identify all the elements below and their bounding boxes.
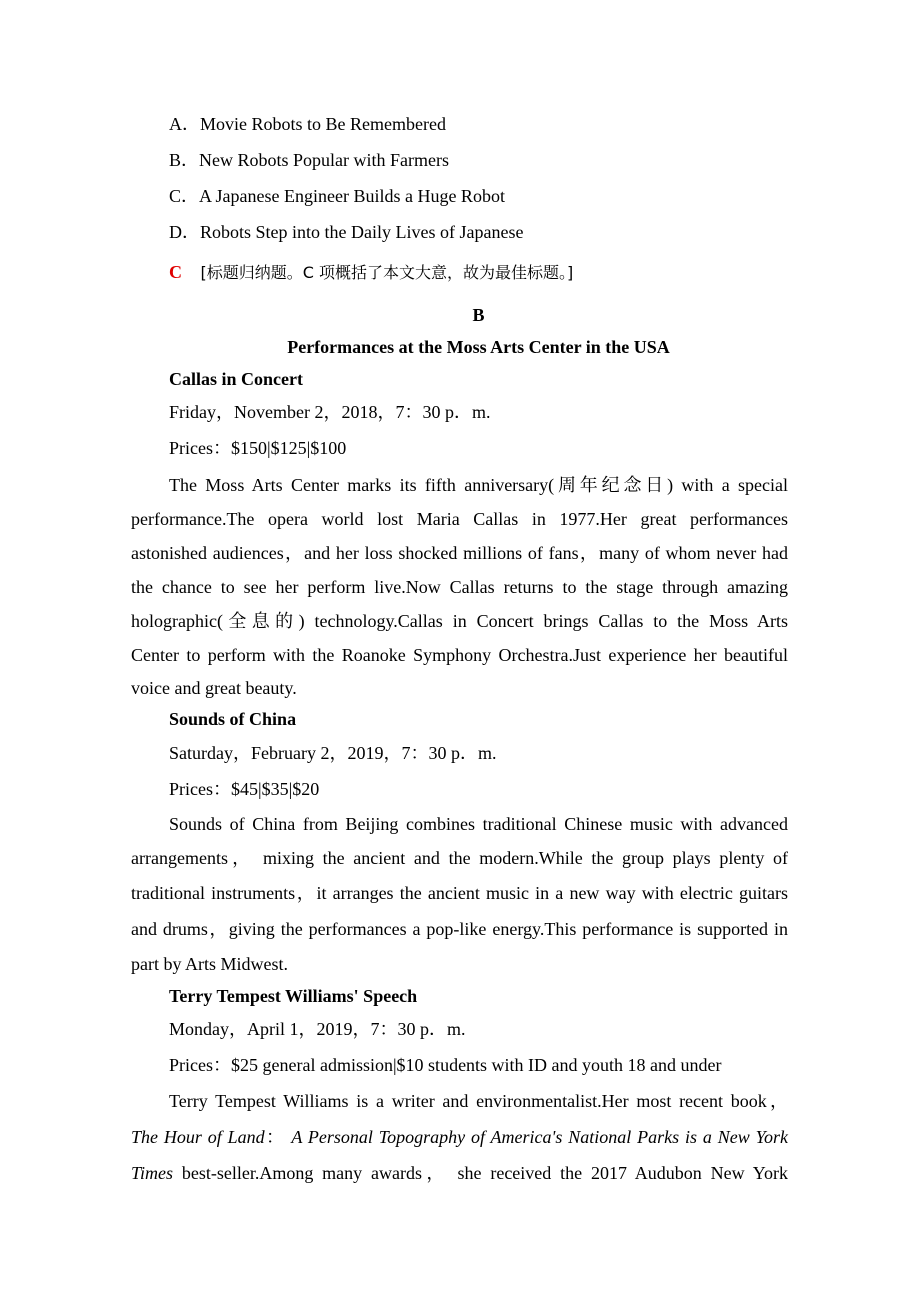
book-title: The Hour of Land xyxy=(131,1127,265,1147)
paragraph-line xyxy=(131,1125,788,1149)
answer-letter: C xyxy=(169,262,182,282)
option-b: B．New Robots Popular with Farmers xyxy=(169,150,449,170)
paragraph-line: traditional instruments，it arranges the ancient music in a new way with electric guitars xyxy=(131,883,788,903)
page-title: Performances at the Moss Arts Center in the USA xyxy=(287,337,670,357)
event-date: Friday，November 2，2018，7：30 p．m. xyxy=(169,402,491,422)
paragraph-line: the chance to see her perform live.Now Callas returns to the stage through amazing xyxy=(131,577,788,597)
book-subtitle: A Personal Topography of America's National Parks is a New York xyxy=(291,1127,789,1147)
paragraph-line: holographic(全息的) technology.Callas in Concert brings Callas to the Moss Arts xyxy=(131,611,788,631)
event-date: Saturday，February 2，2019，7：30 p．m. xyxy=(169,743,497,763)
event-name: Callas in Concert xyxy=(169,369,303,389)
event-prices: Prices：$25 general admission|$10 students with ID and youth 18 and under xyxy=(169,1055,722,1075)
paragraph-line: Terry Tempest Williams is a writer and environmentalist.Her most recent book， xyxy=(169,1091,788,1111)
answer-line xyxy=(169,260,788,284)
paragraph-line: Sounds of China from Beijing combines traditional Chinese music with advanced xyxy=(169,814,788,834)
paragraph-line: Center to perform with the Roanoke Symphony Orchestra.Just experience her beautiful xyxy=(131,645,788,665)
event-date: Monday，April 1，2019，7：30 p．m. xyxy=(169,1019,466,1039)
paragraph-line: astonished audiences，and her loss shocked millions of fans，many of whom never had xyxy=(131,543,788,563)
paragraph-line: and drums，giving the performances a pop-like energy.This performance is supported in xyxy=(131,919,788,939)
paragraph-line: arrangements， mixing the ancient and the modern.While the group plays plenty of xyxy=(131,848,788,868)
paragraph-line: part by Arts Midwest. xyxy=(131,954,288,974)
paragraph-line: performance.The opera world lost Maria Callas in 1977.Her great performances xyxy=(131,509,788,529)
paragraph-line xyxy=(131,1161,788,1185)
separator: ： xyxy=(264,1127,286,1147)
option-d: D．Robots Step into the Daily Lives of Japanese xyxy=(169,222,524,242)
event-name: Sounds of China xyxy=(169,709,297,729)
event-prices: Prices：$150|$125|$100 xyxy=(169,438,347,458)
event-prices: Prices：$45|$35|$20 xyxy=(169,779,320,799)
option-c: C．A Japanese Engineer Builds a Huge Robot xyxy=(169,186,505,206)
newspaper-title: Times xyxy=(131,1163,174,1183)
option-a: A．Movie Robots to Be Remembered xyxy=(169,114,446,134)
paragraph-line: voice and great beauty. xyxy=(131,678,297,698)
section-label: B xyxy=(472,305,485,325)
event-name: Terry Tempest Williams' Speech xyxy=(169,986,418,1006)
paragraph-line: The Moss Arts Center marks its fifth anniversary(周年纪念日) with a special xyxy=(169,475,788,495)
paragraph-text: best-seller.Among many awards， she received the 2017 Audubon New York xyxy=(173,1163,788,1183)
answer-explanation: [标题归纳题。C 项概括了本文大意，故为最佳标题。] xyxy=(200,263,574,282)
